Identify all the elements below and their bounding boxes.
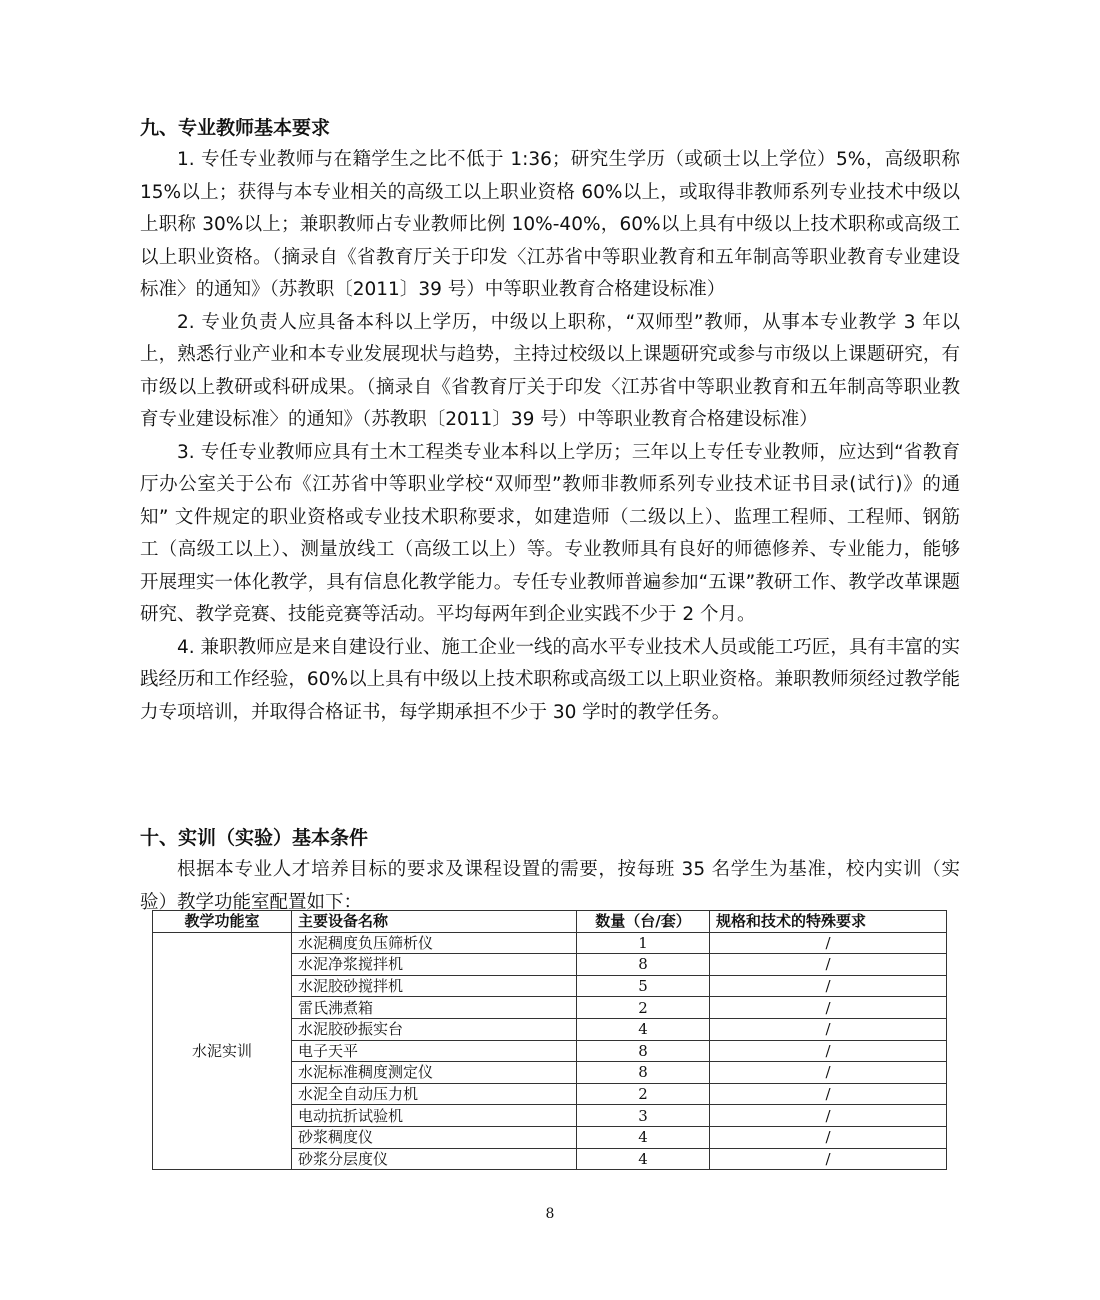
equipment-name: 雷氏沸煮箱 [292,997,577,1019]
equipment-spec: / [710,954,947,976]
equipment-spec: / [710,997,947,1019]
equipment-name: 水泥胶砂搅拌机 [292,975,577,997]
equipment-spec: / [710,1018,947,1040]
equipment-spec: / [710,1126,947,1148]
column-header: 规格和技术的特殊要求 [710,911,947,933]
equipment-name: 砂浆分层度仪 [292,1148,577,1170]
equipment-quantity: 5 [577,975,710,997]
paragraph: 4. 兼职教师应是来自建设行业、施工企业一线的高水平专业技术人员或能工巧匠，具有丰富的实践经历和工作经验，60%以上具有中级以上技术职称或高级工以上职业资格。兼职教师须经过教学能力专项培训，并取得合格证书，每学期承担不少于 30 学时的教学任务。 [140,636,960,723]
equipment-name: 水泥稠度负压筛析仪 [292,932,577,954]
page-number: 8 [545,1206,555,1222]
equipment-quantity: 3 [577,1105,710,1127]
equipment-quantity: 4 [577,1148,710,1170]
equipment-quantity: 1 [577,932,710,954]
equipment-quantity: 2 [577,997,710,1019]
equipment-quantity: 4 [577,1126,710,1148]
equipment-name: 砂浆稠度仪 [292,1126,577,1148]
equipment-name: 电子天平 [292,1040,577,1062]
paragraph: 2. 专业负责人应具备本科以上学历，中级以上职称，“双师型”教师，从事本专业教学 3 年以上，熟悉行业产业和本专业发展现状与趋势，主持过校级以上课题研究或参与市级以上课题研究，有市级以上教研或科研成果。（摘录自《省教育厅关于印发〈江苏省中等职业教育和五年制高等职业教育专业建设标准〉的通知》（苏教职〔2011〕39 号）中等职业教育合格建设标准） [140,311,960,430]
room-cell: 水泥实训 [153,932,292,1170]
equipment-quantity: 4 [577,1018,710,1040]
paragraph: 根据本专业人才培养目标的要求及课程设置的需要，按每班 35 名学生为基准，校内实训（实验）教学功能室配置如下： [140,859,960,913]
column-header: 数量（台/套） [577,911,710,933]
equipment-spec: / [710,1148,947,1170]
equipment-spec: / [710,1083,947,1105]
paragraph: 3. 专任专业教师应具有土木工程类专业本科以上学历；三年以上专任专业教师，应达到“省教育厅办公室关于公布《江苏省中等职业学校“双师型”教师非教师系列专业技术证书目录(试行)》的通知” 文件规定的职业资格或专业技术职称要求，如建造师（二级以上）、监理工程师、工程师、钢筋工（高级工以上）、测量放线工（高级工以上）等。专业教师具有良好的师德修养、专业能力，能够开展理实一体化教学，具有信息化教学能力。专任专业教师普遍参加“五课”教研工作、教学改革课题研究、教学竞赛、技能竞赛等活动。平均每两年到企业实践不少于 2 个月。 [140,441,960,625]
section-heading: 九、专业教师基本要求 [140,117,331,139]
equipment-spec: / [710,975,947,997]
equipment-table [152,910,947,1170]
table-row [153,932,947,954]
equipment-name: 水泥净浆搅拌机 [292,954,577,976]
equipment-spec: / [710,932,947,954]
section-heading: 十、实训（实验）基本条件 [140,827,369,849]
section-teacher-requirements [140,112,960,729]
equipment-name: 水泥胶砂振实台 [292,1018,577,1040]
equipment-spec: / [710,1105,947,1127]
equipment-name: 水泥标准稠度测定仪 [292,1062,577,1084]
equipment-quantity: 8 [577,1040,710,1062]
equipment-spec: / [710,1062,947,1084]
column-header: 主要设备名称 [292,911,577,933]
equipment-name: 电动抗折试验机 [292,1105,577,1127]
equipment-quantity: 2 [577,1083,710,1105]
column-header: 教学功能室 [153,911,292,933]
equipment-spec: / [710,1040,947,1062]
equipment-quantity: 8 [577,1062,710,1084]
table-header-row [153,911,947,933]
section-training-conditions [140,822,960,919]
paragraph: 1. 专任专业教师与在籍学生之比不低于 1:36；研究生学历（或硕士以上学位）5%，高级职称 15%以上；获得与本专业相关的高级工以上职业资格 60%以上，或取得非教师系列专业技术中级以上职称 30%以上；兼职教师占专业教师比例 10%-40%，60%以上具有中级以上技术职称或高级工以上职业资格。（摘录自《省教育厅关于印发〈江苏省中等职业教育和五年制高等职业教育专业建设标准〉的通知》（苏教职〔2011〕39 号）中等职业教育合格建设标准） [140,149,960,300]
equipment-quantity: 8 [577,954,710,976]
equipment-name: 水泥全自动压力机 [292,1083,577,1105]
